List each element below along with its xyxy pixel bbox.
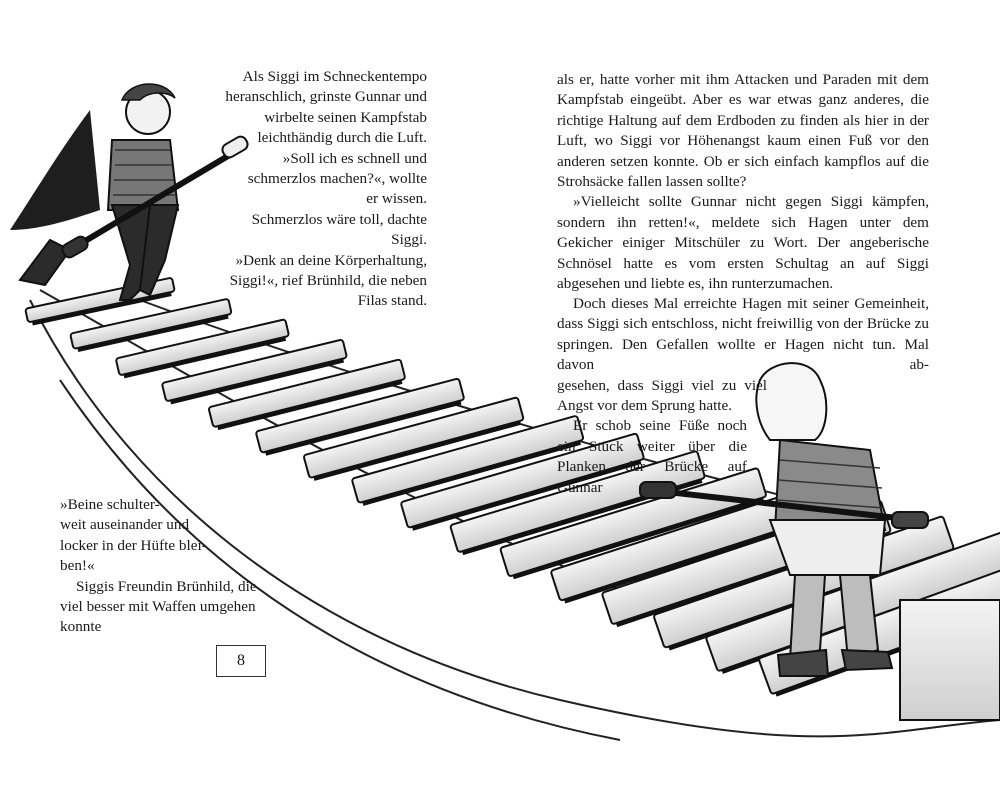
- line: wirbelte seinen Kampfstab: [264, 108, 427, 126]
- line: Siggis Freundin Brünhild, die: [76, 577, 257, 595]
- left-page-top-text: [205, 67, 427, 312]
- line: er wissen.: [366, 190, 427, 208]
- right-page-text: [557, 70, 929, 294]
- line: viel besser mit Waffen umgehen konnte: [60, 598, 256, 636]
- line: Siggi.: [391, 231, 427, 249]
- line: weit auseinander und: [60, 516, 190, 534]
- line: Als Siggi im Schneckentempo: [242, 68, 427, 85]
- line: gesehen, dass Siggi viel zu viel: [557, 376, 767, 394]
- line: Er schob seine Füße noch: [573, 417, 747, 435]
- page-number: 8: [216, 645, 266, 677]
- line: Schmerzlos wäre toll, dachte: [251, 210, 427, 228]
- line: heranschlich, grinste Gunnar und: [225, 88, 427, 106]
- line: springen. Den Gefallen wollte er Hagen nicht tun. Mal davon ab-: [557, 335, 929, 374]
- line: »Soll ich es schnell und: [282, 149, 427, 167]
- line: locker in der Hüfte blei-: [60, 536, 207, 554]
- line: »Beine schulter-: [60, 496, 160, 513]
- line: Angst vor dem Sprung hatte.: [557, 397, 733, 415]
- paragraph-1: als er, hatte vorher mit ihm Attacken und Paraden mit dem Kampfstab eingeübt. Aber es war etwas ganz anderes, die richtige Haltung auf dem Erdboden zu finden als hier in der Luft, wo Siggi vor Höhenangst kaum einen Fuß vor den anderen setzen konnte. Ob er sich einfach kampflos auf die Strohsäcke fallen lassen sollte?: [557, 71, 929, 191]
- right-page-paragraph-3: [557, 294, 929, 498]
- line: Doch dieses Mal erreichte Hagen mit seiner Gemeinheit,: [573, 295, 929, 312]
- line: Siggi!«, rief Brünhild, die neben: [229, 272, 427, 290]
- line: leichthändig durch die Luft.: [257, 129, 427, 147]
- line: Planken der Brücke auf Gunnar: [557, 458, 747, 496]
- bridge-plank: [900, 600, 1000, 720]
- line: ein Stück weiter über die: [557, 437, 747, 455]
- line: »Denk an deine Körperhaltung,: [235, 251, 427, 269]
- line: dass Siggi sich entschloss, nicht freiwillig von der Brücke zu: [557, 315, 929, 333]
- line: ben!«: [60, 557, 95, 575]
- left-page-bottom-text: [60, 495, 288, 638]
- line: schmerzlos machen?«, wollte: [247, 170, 427, 188]
- line: Filas stand.: [357, 292, 427, 310]
- paragraph-2: »Vielleicht sollte Gunnar nicht gegen Siggi kämpfen, sondern ihn retten!«, meldete sich Hagen unter dem Gekicher einiger Mitschüler zu Wort. Der angeberische Schnösel hatte es vom ersten Schultag an auf Siggi abgesehen und liebte es, ihn runterzumachen.: [557, 193, 929, 293]
